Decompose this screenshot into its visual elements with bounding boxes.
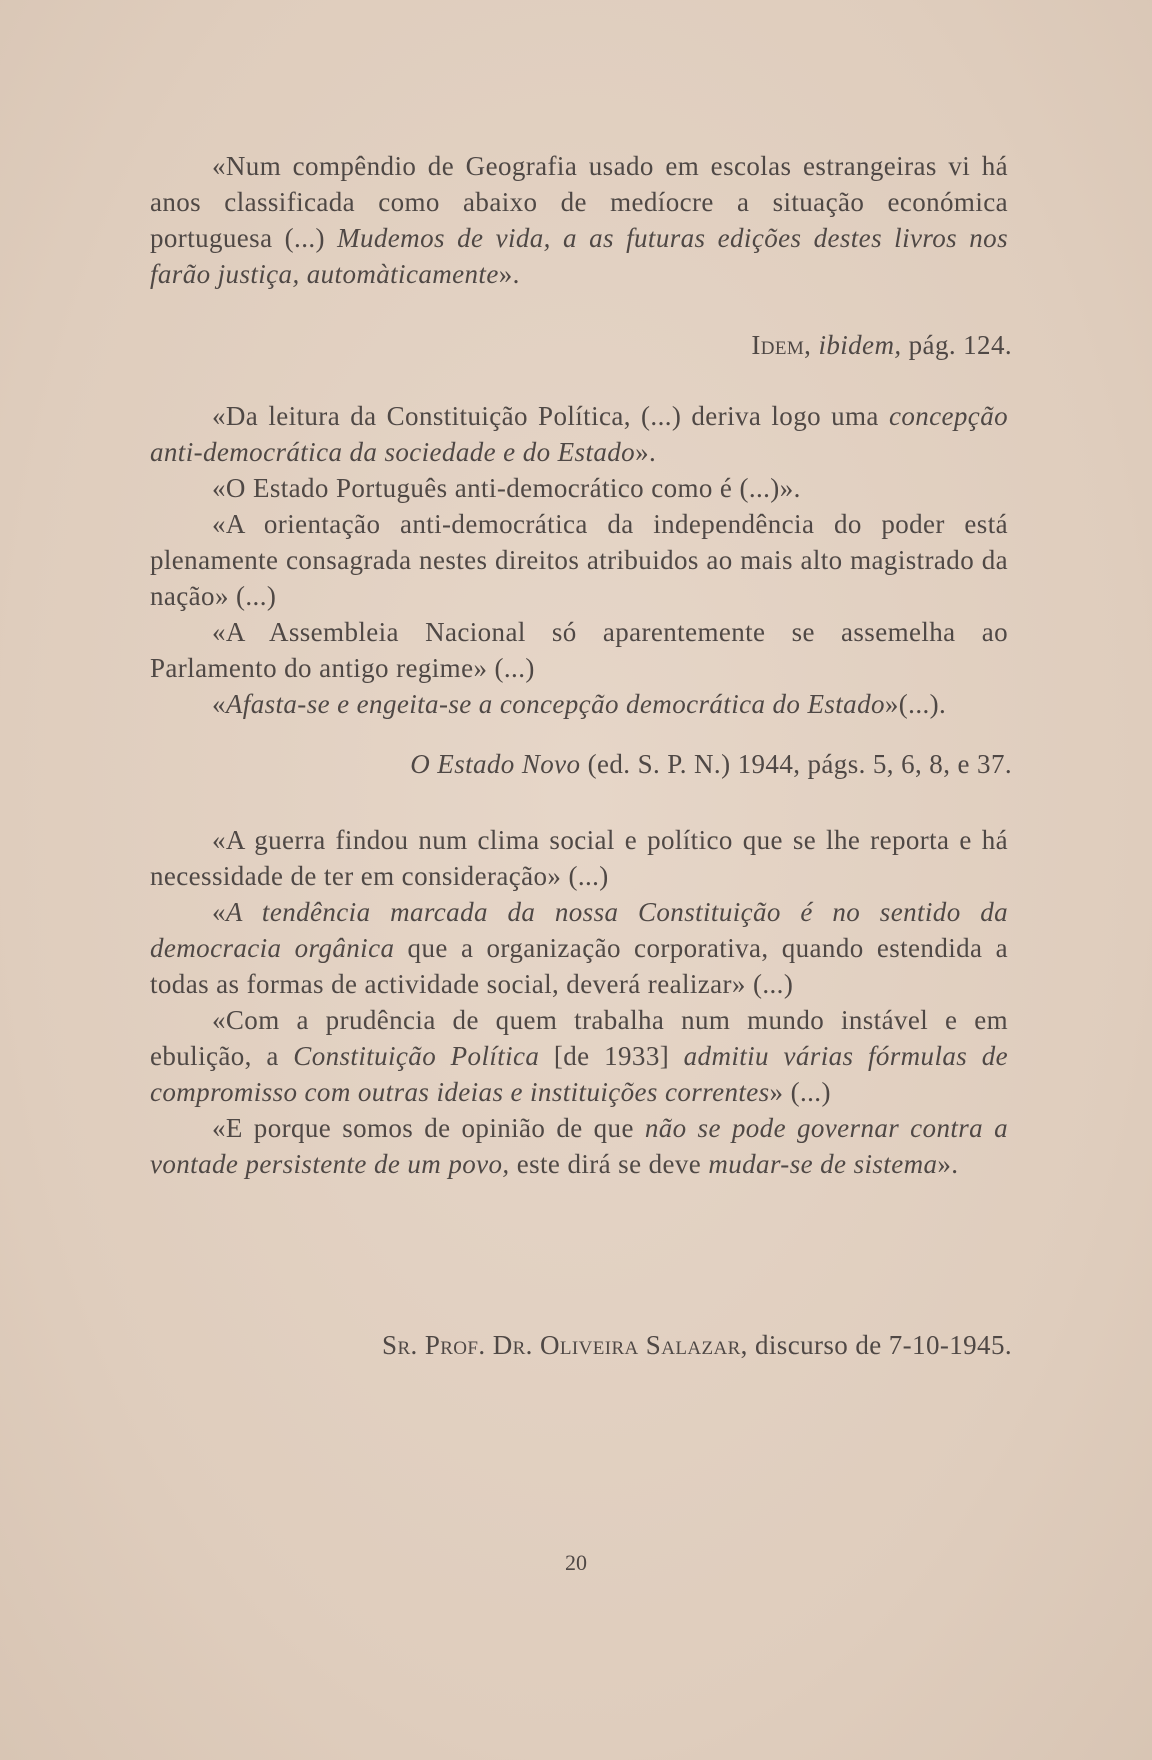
citation-3: Sr. Prof. Dr. Oliveira Salazar, discurso de 7-10-1945. xyxy=(382,1330,1012,1360)
paragraph: «A guerra findou num clima social e político que se lhe reporta e há necessidade de ter em consideração» (...) xyxy=(150,825,1008,891)
paragraph: «A tendência marcada da nossa Constituição é no sentido da democracia orgânica que a organização corporativa, quando estendida a todas as formas de actividade social, deverá realizar» (...) xyxy=(150,897,1008,999)
quote-block-1 xyxy=(150,148,1008,292)
quote-block-3 xyxy=(150,822,1008,1182)
paragraph: «O Estado Português anti-democrático como é (...)». xyxy=(212,473,801,503)
paragraph: «E porque somos de opinião de que não se pode governar contra a vontade persistente de um povo, este dirá se deve mudar-se de sistema». xyxy=(150,1113,1008,1179)
quote-block-2 xyxy=(150,398,1008,722)
paragraph: «A Assembleia Nacional só aparentemente se assemelha ao Parlamento do antigo regime» (...) xyxy=(150,617,1008,683)
paragraph: «Afasta-se e engeita-se a concepção democrática do Estado»(...). xyxy=(212,689,947,719)
paragraph: «Num compêndio de Geografia usado em escolas estrangeiras vi há anos classificada como abaixo de medíocre a situação económica portuguesa (...) Mudemos de vida, a as futuras edições destes livros nos farão justiça, automàticamente». xyxy=(150,151,1008,289)
citation-1: Idem, ibidem, pág. 124. xyxy=(751,330,1012,360)
page-number: 20 xyxy=(565,1550,587,1575)
paragraph: «A orientação anti-democrática da independência do poder está plenamente consagrada nestes direitos atribuidos ao mais alto magistrado da nação» (...) xyxy=(150,509,1008,611)
paragraph: «Da leitura da Constituição Política, (...) deriva logo uma concepção anti-democrática da sociedade e do Estado». xyxy=(150,401,1008,467)
paragraph: «Com a prudência de quem trabalha num mundo instável e em ebulição, a Constituição Política [de 1933] admitiu várias fórmulas de compromisso com outras ideias e instituições correntes» (...) xyxy=(150,1005,1009,1107)
citation-2: O Estado Novo (ed. S. P. N.) 1944, págs. 5, 6, 8, e 37. xyxy=(410,749,1012,779)
